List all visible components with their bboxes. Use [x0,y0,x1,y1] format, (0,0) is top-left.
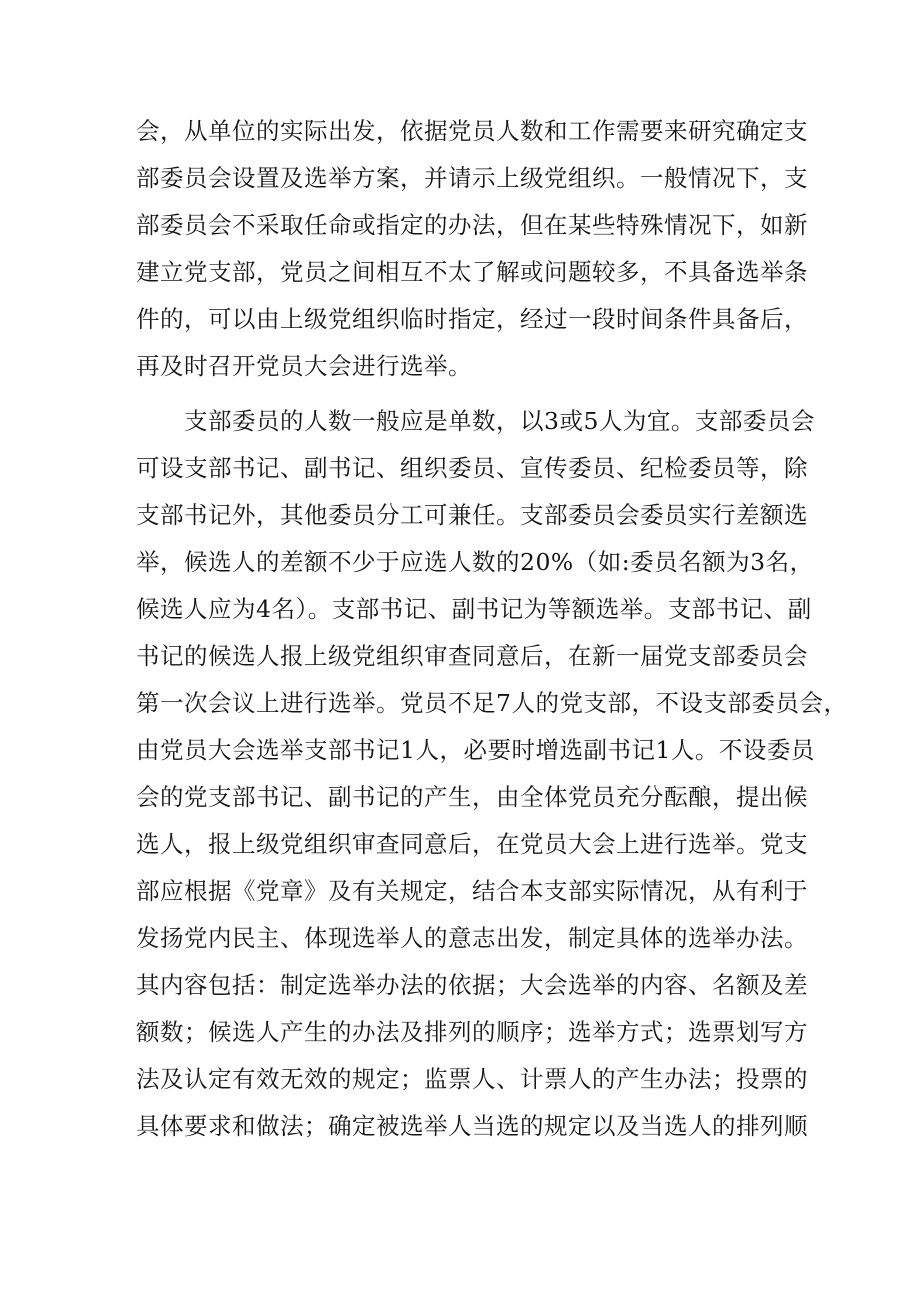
paragraph-spacer [136,390,792,398]
text-line: 书记的候选人报上级党组织审查同意后，在新一届党支部委员会 [136,642,808,670]
text-line: 选人，报上级党组织审查同意后，在党员大会上进行选举。党支 [136,830,808,858]
text-line: 部应根据《党章》及有关规定，结合本支部实际情况，从有利于 [136,877,808,905]
text-line: 可设支部书记、副书记、组织委员、宣传委员、纪检委员等，除 [136,454,808,482]
document-body [136,108,848,1150]
text-line: 其内容包括：制定选举办法的依据；大会选举的内容、名额及差 [136,971,808,999]
text-line: 会，从单位的实际出发，依据党员人数和工作需要来研究确定支 [136,117,808,145]
text-line: 支部委员的人数一般应是单数，以3或5人为宜。支部委员会 [184,407,815,435]
text-line: 支部书记外，其他委员分工可兼任。支部委员会委员实行差额选 [136,501,808,529]
text-line: 候选人应为4名）。支部书记、副书记为等额选举。支部书记、副 [136,595,812,623]
text-line: 发扬党内民主、体现选举人的意志出发，制定具体的选举办法。 [136,924,808,952]
text-line: 第一次会议上进行选举。党员不足7人的党支部，不设支部委员会， [136,689,848,717]
text-line: 会的党支部书记、副书记的产生，由全体党员充分酝酿，提出候 [136,783,808,811]
text-line: 部委员会设置及选举方案，并请示上级党组织。一般情况下，支 [136,164,808,192]
text-line: 额数；候选人产生的办法及排列的顺序；选举方式；选票划写方 [136,1018,808,1046]
text-line: 建立党支部，党员之间相互不太了解或问题较多，不具备选举条 [136,258,808,286]
text-line: 法及认定有效无效的规定；监票人、计票人的产生办法；投票的 [136,1065,808,1093]
text-line: 具体要求和做法；确定被选举人当选的规定以及当选人的排列顺 [136,1112,808,1140]
text-line: 由党员大会选举支部书记1人，必要时增选副书记1人。不设委员 [136,736,815,764]
text-line: 再及时召开党员大会进行选举。 [136,352,472,380]
text-line: 部委员会不采取任命或指定的办法，但在某些特殊情况下，如新 [136,211,808,239]
paragraph-2 [136,398,848,1150]
text-line: 举，候选人的差额不少于应选人数的20%（如:委员名额为3名， [136,548,814,576]
paragraph-1 [136,108,808,390]
text-line: 件的，可以由上级党组织临时指定，经过一段时间条件具备后， [136,305,808,333]
